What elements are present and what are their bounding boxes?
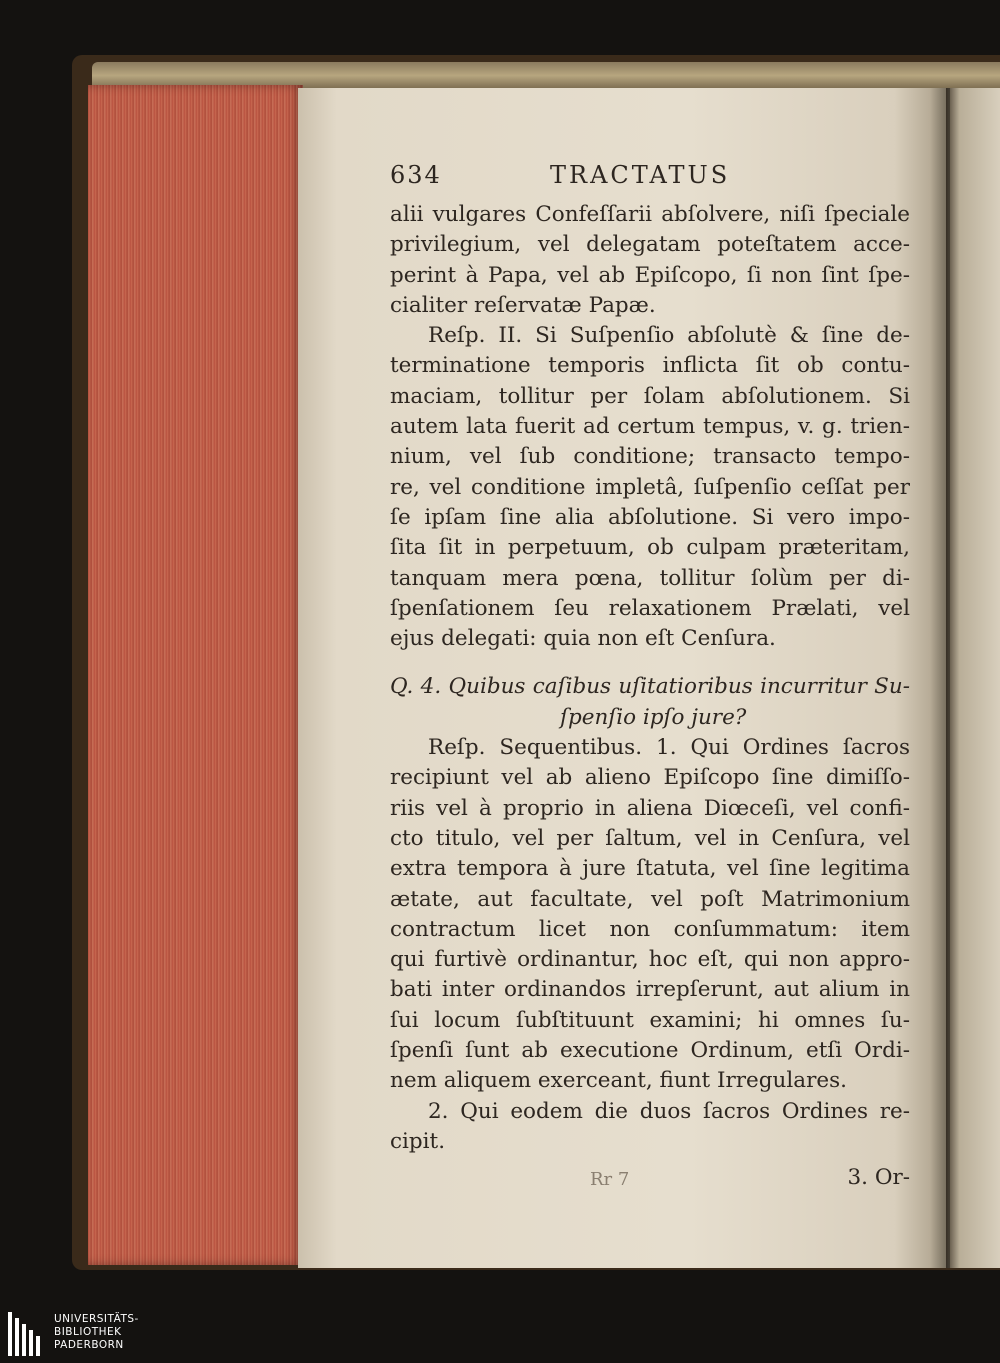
- text-line: cialiter reſervatæ Papæ.: [390, 292, 656, 318]
- text-line: maciam, tollitur per ſolam abſolutionem. Si: [390, 383, 910, 409]
- text-line: qui furtivè ordinantur, hoc eſt, qui non appro-: [390, 947, 910, 973]
- page-text-block: [390, 160, 910, 1199]
- text-line: ejus delegati: quia non eſt Cenſura.: [390, 626, 776, 652]
- library-logo-icon: [8, 1312, 48, 1356]
- text-line: contractum licet non conſummatum: item: [390, 916, 910, 942]
- text-line: perint à Papa, vel ab Epiſcopo, ſi non ſint ſpe-: [390, 262, 910, 288]
- text-line: ſpenſi ſunt ab executione Ordinum, etſi Ordi-: [390, 1038, 910, 1064]
- text-line: ſita ſit in perpetuum, ob culpam præteritam,: [390, 535, 910, 561]
- text-line: riis vel à proprio in aliena Diœceſi, vel confi-: [390, 795, 910, 821]
- catchword: 3. Or-: [847, 1165, 910, 1191]
- paragraph-gap: [390, 654, 910, 672]
- text-line: privilegium, vel delegatam poteſtatem acce-: [390, 232, 910, 258]
- text-line: 2. Qui eodem die duos ſacros Ordines re-: [428, 1098, 910, 1124]
- gutter-shadow: [930, 88, 950, 1268]
- text-line: ſui locum ſubſtituunt examini; hi omnes ſu-: [390, 1007, 910, 1033]
- text-line: bati inter ordinandos irrepſerunt, aut alium in: [390, 977, 910, 1003]
- logo-line-1: UNIVERSITÄTS-: [54, 1313, 139, 1325]
- running-head: TRACTATUS: [550, 161, 731, 189]
- text-line: ſe ipſam ſine alia abſolutione. Si vero impo-: [390, 504, 910, 530]
- text-line: Q. 4. Quibus caſibus uſitatioribus incurritur Su-: [390, 674, 910, 700]
- text-line: tanquam mera pœna, tollitur ſolùm per di-: [390, 565, 910, 591]
- text-line: cipit.: [390, 1128, 446, 1154]
- logo-line-2: BIBLIOTHEK: [54, 1326, 122, 1338]
- logo-line-3: PADERBORN: [54, 1339, 124, 1351]
- page-number: 634: [390, 161, 442, 189]
- text-line: Reſp. Sequentibus. 1. Qui Ordines ſacros: [428, 735, 910, 761]
- text-line: alii vulgares Confeſſarii abſolvere, niſi ſpeciale: [390, 202, 910, 227]
- text-line: re, vel conditione impletâ, ſuſpenſio ceſſat per: [390, 474, 910, 500]
- text-line: ſpenſio ipſo jure?: [560, 704, 747, 730]
- text-line: Reſp. II. Si Suſpenſio abſolutè & ſine de-: [428, 323, 910, 349]
- text-line: cto titulo, vel per ſaltum, vel in Cenſura, vel: [390, 825, 910, 851]
- text-line: terminatione temporis inflicta ſit ob contu-: [390, 353, 910, 379]
- text-line: extra tempora à jure ſtatuta, vel ſine legitima: [390, 856, 910, 882]
- page-header: [390, 160, 910, 200]
- text-line: recipiunt vel ab alieno Epiſcopo ſine dimiſſo-: [390, 765, 910, 791]
- text-line: ætate, aut facultate, vel poſt Matrimonium: [390, 886, 910, 912]
- page-fore-edge: [88, 85, 303, 1265]
- signature-mark: Rr 7: [590, 1169, 630, 1191]
- text-line: nium, vel ſub conditione; transacto tempo-: [390, 444, 910, 470]
- library-logo: [8, 1312, 158, 1358]
- body-text: [390, 200, 910, 1157]
- text-line: ſpenſationem ſeu relaxationem Prælati, vel: [390, 595, 910, 621]
- page-footer: [390, 1157, 910, 1199]
- library-logo-text: [54, 1313, 139, 1352]
- text-line: autem lata fuerit ad certum tempus, v. g. trien-: [390, 414, 910, 440]
- text-line: nem aliquem exerceant, fiunt Irregulares.: [390, 1068, 847, 1094]
- facing-page-edge: [946, 88, 1000, 1268]
